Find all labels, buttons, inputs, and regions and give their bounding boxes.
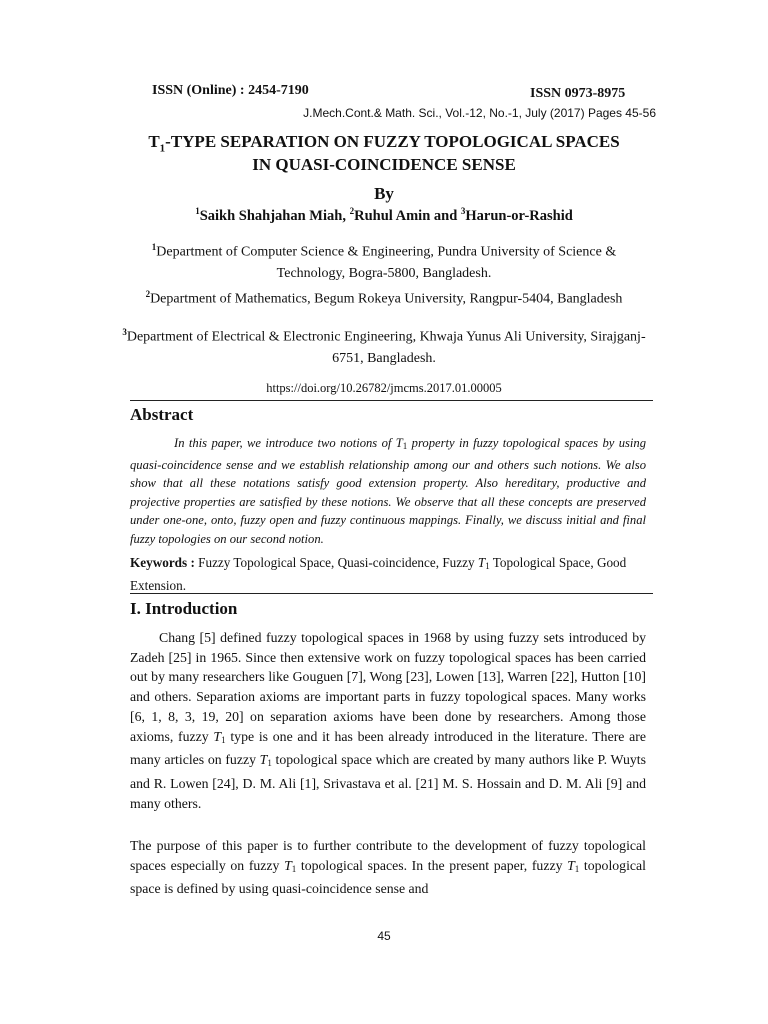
issn-online: ISSN (Online) : 2454-7190 — [152, 83, 309, 98]
paper-title-line2: IN QUASI-COINCIDENCE SENSE — [252, 155, 516, 174]
divider-bottom — [130, 593, 653, 594]
intro-paragraph-2: The purpose of this paper is to further contribute to the development of fuzzy topological spaces especially on fuzzy $T_1$ topological spaces. In the present paper, fuzzy $T_1$ topological space is defined by using quasi-coincidence sense and — [130, 838, 646, 897]
divider-top — [130, 400, 653, 401]
page-number: 45 — [377, 929, 391, 943]
abstract-heading: Abstract — [130, 405, 194, 424]
issn-print: ISSN 0973-8975 — [530, 86, 626, 101]
t1-symbol: $T_1$ — [395, 436, 408, 451]
t1-symbol: $T_1$ — [259, 752, 272, 769]
doi-link[interactable]: https://doi.org/10.26782/jmcms.2017.01.00005 — [266, 381, 502, 395]
t1-symbol: $T_1$ — [213, 728, 226, 745]
t1-symbol: $T_1$ — [284, 857, 297, 874]
by-label: By — [374, 184, 394, 203]
t1-symbol: $T_1$ — [567, 857, 580, 874]
t1-symbol: $T_1$ — [477, 555, 490, 571]
section-heading-introduction: I. Introduction — [130, 599, 238, 618]
intro-paragraph-1: Chang [5] defined fuzzy topological spaces in 1968 by using fuzzy sets introduced by Zadeh [25] in 1965. Since then extensive work on fuzzy topological spaces has been carried out by many researchers like Gouguen [7], Wong [23], Lowen [13], Warren [22], Hutton [10] and others. Separation axioms are important parts in fuzzy topological spaces. Many works [6, 1, 8, 3, 19, 20] on separation axioms have been done by researchers. Among those axioms, fuzzy $T_1$ type is one and it has been already introduced in the literature. There are many articles on fuzzy $T_1$ topological space which are created by many authors like P. Wuyts and R. Lowen [24], D. M. Ali [1], Srivastava et al. [21] M. S. Hossain and D. M. Ali [9] and many others. — [130, 630, 647, 811]
affiliation-1: $^1$Department of Computer Science & Engineering, Pundra University of Science & Technology, Bogra-5800, Bangladesh. — [151, 242, 617, 281]
author-list: $^1$Saikh Shahjahan Miah, $^2$Ruhul Amin and $^3$Harun-or-Rashid — [195, 206, 573, 224]
journal-citation: J.Mech.Cont.& Math. Sci., Vol.-12, No.-1, July (2017) Pages 45-56 — [303, 106, 656, 120]
paper-title-line1: $T_1$-TYPE SEPARATION ON FUZZY TOPOLOGICAL SPACES — [148, 132, 620, 155]
abstract-body: In this paper, we introduce two notions of $T_1$ property in fuzzy topological spaces by using quasi-coincidence sense and we establish relationship among our and others such notions. We also show that all these notations satisfy good extension property. Also hereditary, productive and projective properties are satisfied by these notions. We observe that all these concepts are preserved under one-one, onto, fuzzy open and fuzzy continuous mappings. Finally, we discuss initial and final fuzzy topologies on our second notion. — [130, 436, 647, 546]
affiliation-3: $^3$Department of Electrical & Electronic Engineering, Khwaja Yunus Ali University, Sirajganj-6751, Bangladesh. — [122, 327, 646, 366]
keywords: Keywords : Fuzzy Topological Space, Quasi-coincidence, Fuzzy $T_1$ Topological Space, Good Extension. — [130, 555, 627, 593]
affiliation-2: $^2$Department of Mathematics, Begum Rokeya University, Rangpur-5404, Bangladesh — [145, 289, 623, 307]
